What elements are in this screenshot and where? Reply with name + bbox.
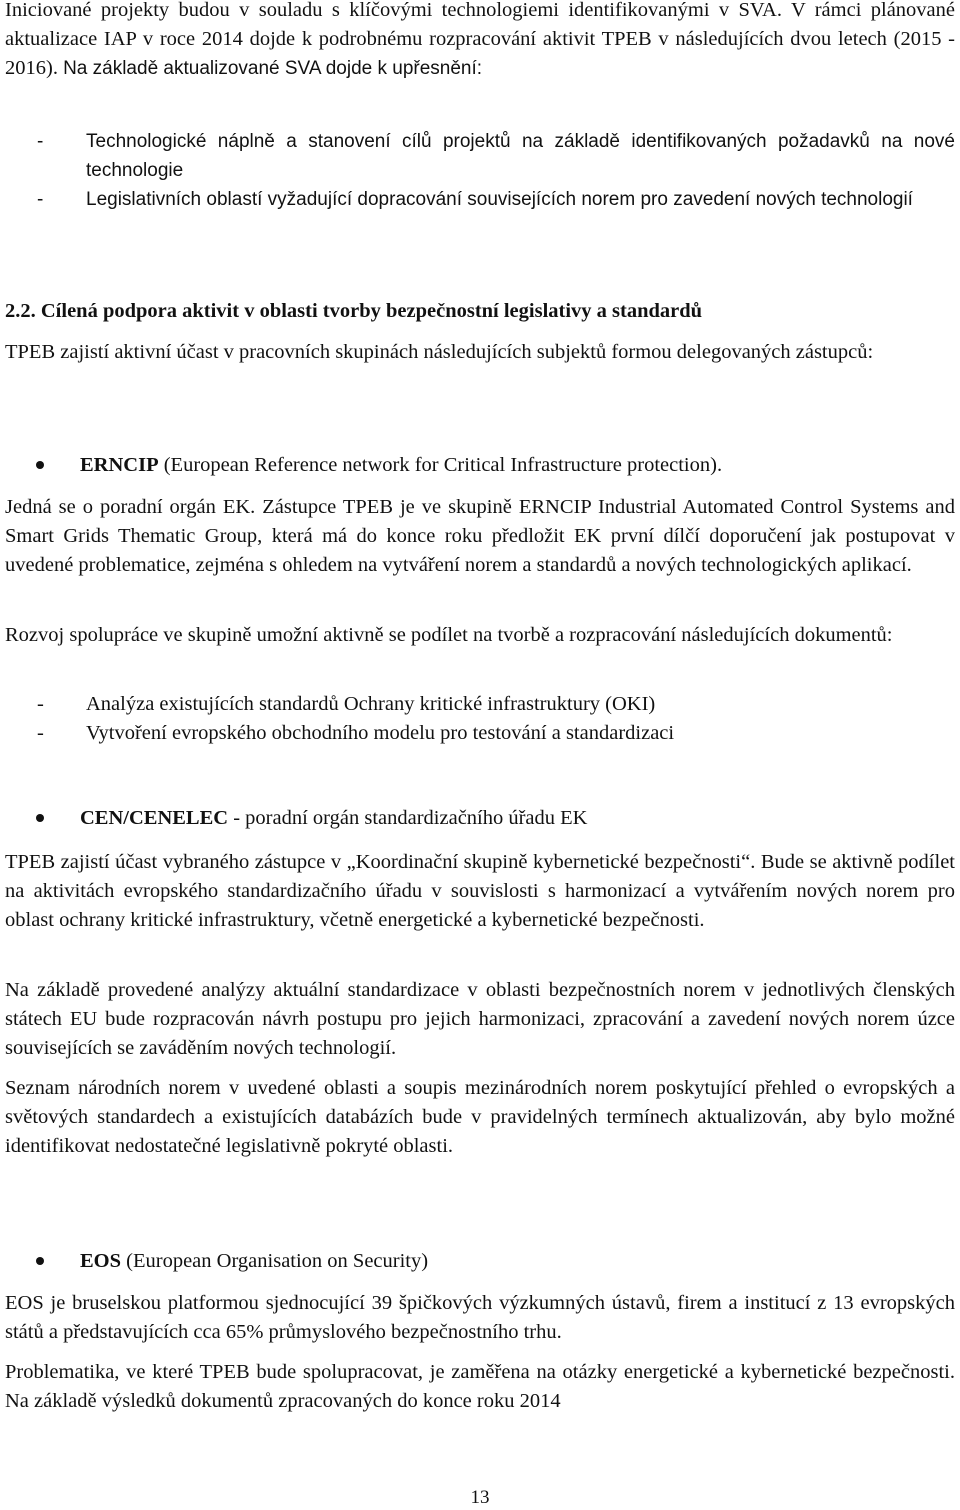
section-intro: TPEB zajistí aktivní účast v pracovních skupinách následujících subjektů formou delegovaných zástupců:: [5, 341, 874, 363]
eos-paragraph-2: [5, 1358, 955, 1416]
bullet-eos: [5, 1247, 955, 1276]
ernc-name: ERNCIP: [80, 454, 159, 476]
cen-paragraph-2: Na základě provedené analýzy aktuální standardizace v oblasti bezpečnostních norem v jednotlivých členských státech EU bude rozpracován návrh postupu pro jejich harmonizaci, zpracování a zavedení nových norem úzce souvisejících se zaváděním nových technologií.: [5, 979, 955, 1059]
intro-text-serif: Iniciované projekty budou v souladu s klíčovými technologiemi identifikovanými v SVA. V rámci plánované aktualizace IAP v roce 2014 dojde k podrobnému rozpracování aktivit TPEB v následujících dvou letech (2015 - 2016).: [5, 0, 955, 79]
intro-paragraph: [5, 0, 955, 83]
intro-text-sans: Na základě aktualizované SVA dojde k upřesnění:: [63, 58, 483, 79]
list-item-text: Legislativních oblastí vyžadující dopracování souvisejících norem pro zavedení nových technologií: [86, 189, 913, 210]
list-item: [5, 127, 955, 185]
bullet-dot: [36, 461, 44, 469]
eos-description: (European Organisation on Security): [121, 1250, 429, 1272]
section-heading: [5, 297, 955, 326]
dash-list-1: [5, 127, 955, 214]
dash-marker: -: [37, 189, 44, 210]
dash-marker: -: [37, 693, 44, 715]
dash-list-2: [5, 690, 955, 748]
list-item: [5, 185, 955, 214]
eos-name: EOS: [80, 1250, 122, 1272]
cen-paragraph-3: Seznam národních norem v uvedené oblasti a soupis mezinárodních norem poskytující přehled o evropských a světových standardech a existujících databázích bude v pravidelných termínech aktualizován, aby bylo možné identifikovat nedostatečné legislativně pokryté oblasti.: [5, 1077, 955, 1157]
cen-name: CEN/CENELEC: [80, 807, 229, 829]
list-item: [5, 690, 955, 719]
cen-description: - poradní orgán standardizačního úřadu EK: [228, 807, 588, 829]
list-item-text: Analýza existujících standardů Ochrany kritické infrastruktury (OKI): [86, 693, 656, 715]
ernc-paragraph-2: Rozvoj spolupráce ve skupině umožní aktivně se podílet na tvorbě a rozpracování následujících dokumentů:: [5, 624, 893, 646]
ernc-description: (European Reference network for Critical Infrastructure protection).: [158, 454, 723, 476]
bullet-ernc: [5, 451, 955, 480]
page-number: 13: [470, 1487, 490, 1508]
cen-paragraph-1: TPEB zajistí účast vybraného zástupce v „Koordinační skupině kybernetické bezpečnosti“. Bude se aktivně podílet na aktivitách evropského standardizačního úřadu v souvislosti s harmonizací a vytvářením nových norem pro oblast ochrany kritické infrastruktury, včetně energetické a kybernetické bezpečnosti.: [5, 851, 955, 931]
dash-marker: -: [37, 131, 44, 152]
dash-marker: -: [37, 722, 44, 744]
list-item: [5, 719, 955, 748]
eos-paragraph-2-text: Problematika, ve které TPEB bude spolupracovat, je zaměřena na otázky energetické a kybernetické bezpečnosti. Na základě výsledků dokumentů zpracovaných do konce roku 2014: [5, 1361, 955, 1412]
section-number: 2.2.: [5, 300, 36, 322]
eos-paragraph-1: EOS je bruselskou platformou sjednocující 39 špičkových výzkumných ústavů, firem a institucí z 13 evropských států a představujících cca 65% průmyslového bezpečnostního trhu.: [5, 1292, 955, 1343]
bullet-dot: [36, 1257, 44, 1265]
bullet-cen: [5, 804, 955, 833]
list-item-text: Vytvoření evropského obchodního modelu pro testování a standardizaci: [86, 722, 675, 744]
bullet-dot: [36, 814, 44, 822]
list-item-text: Technologické náplně a stanovení cílů projektů na základě identifikovaných požadavků na nové technologie: [86, 131, 955, 181]
ernc-paragraph-1: Jedná se o poradní orgán EK. Zástupce TPEB je ve skupině ERNCIP Industrial Automated Control Systems and Smart Grids Thematic Group, která má do konce roku předložit EK první dílčí doporučení jak postupovat v uvedené problematice, zejména s ohledem na vytváření norem a standardů a nových technologických aplikací.: [5, 496, 955, 576]
section-title: Cílená podpora aktivit v oblasti tvorby bezpečnostní legislativy a standardů: [40, 300, 703, 322]
